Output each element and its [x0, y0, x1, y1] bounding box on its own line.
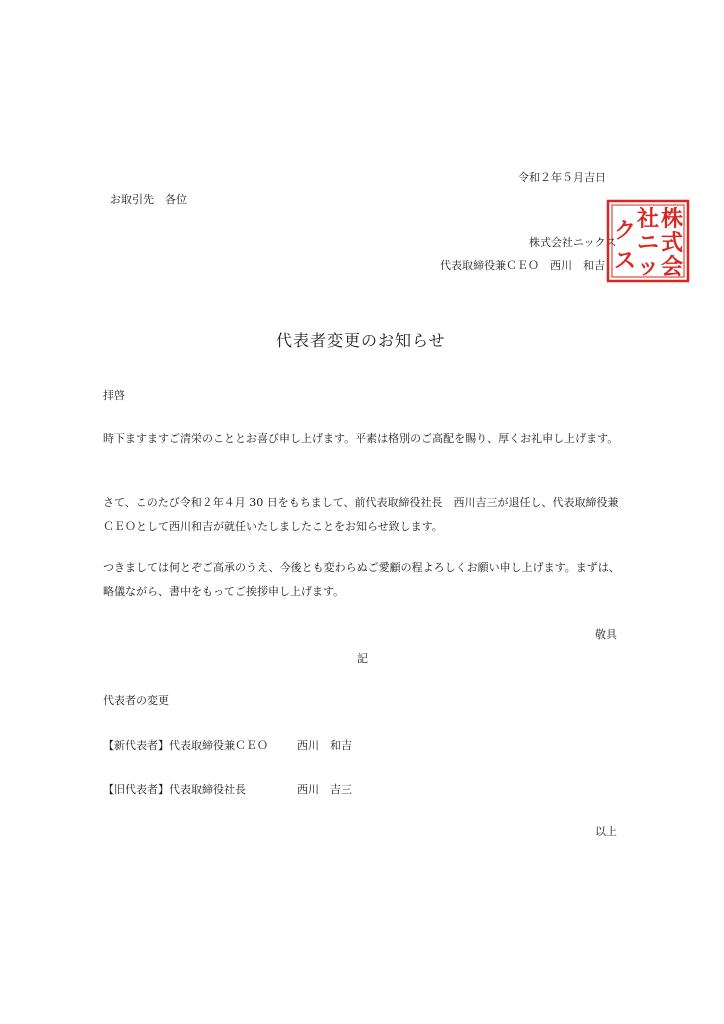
entry-old-representative	[103, 781, 352, 797]
paragraph-3: つきましては何とぞご高承のうえ、今後とも変わらぬご愛顧の程よろしくお願い申し上げます。まずは、略儀ながら、書中をもってご挨拶申し上げます。	[103, 561, 620, 598]
entry-position: 代表取締役兼ＣＥＯ	[169, 739, 268, 752]
svg-text:ニ: ニ	[637, 230, 660, 256]
document-title: 代表者変更のお知らせ	[276, 331, 446, 350]
entry-new-representative	[103, 737, 352, 753]
closing: 敬具	[595, 628, 617, 641]
company-seal	[606, 199, 690, 283]
sender-company: 株式会社ニックス	[529, 236, 617, 249]
svg-text:ク: ク	[614, 218, 637, 244]
paragraph-2: さて、このたび令和２年４月 30 日をもちまして、前代表取締役社長 西川吉三が退任し、代表取締役兼ＣＥＯとして西川和吉が就任いたしましたことをお知らせ致します。	[103, 496, 619, 533]
entry-position: 代表取締役社長	[169, 783, 246, 796]
entry-name: 西川 和吉	[297, 739, 352, 752]
opening-greeting: 拝啓	[103, 389, 125, 402]
entry-label: 【新代表者】	[103, 739, 169, 752]
sender-representative: 代表取締役兼ＣＥＯ 西川 和吉	[440, 259, 605, 272]
end-mark: 以上	[595, 825, 617, 838]
svg-text:社: 社	[637, 206, 660, 232]
svg-text:会: 会	[661, 254, 684, 280]
document-date: 令和２年５月吉日	[518, 171, 606, 184]
svg-text:株: 株	[661, 206, 684, 232]
entry-name: 西川 吉三	[297, 783, 352, 796]
record-mark: 記	[357, 652, 368, 665]
svg-text:ッ: ッ	[637, 254, 660, 280]
paragraph-1: 時下ますますご清栄のこととお喜び申し上げます。平素は格別のご高配を賜り、厚くお礼申し上げます。	[103, 432, 619, 445]
recipient: お取引先 各位	[110, 193, 187, 206]
section-heading: 代表者の変更	[103, 694, 169, 707]
svg-text:式: 式	[661, 230, 684, 256]
entry-label: 【旧代表者】	[103, 783, 169, 796]
svg-text:ス: ス	[614, 248, 637, 274]
